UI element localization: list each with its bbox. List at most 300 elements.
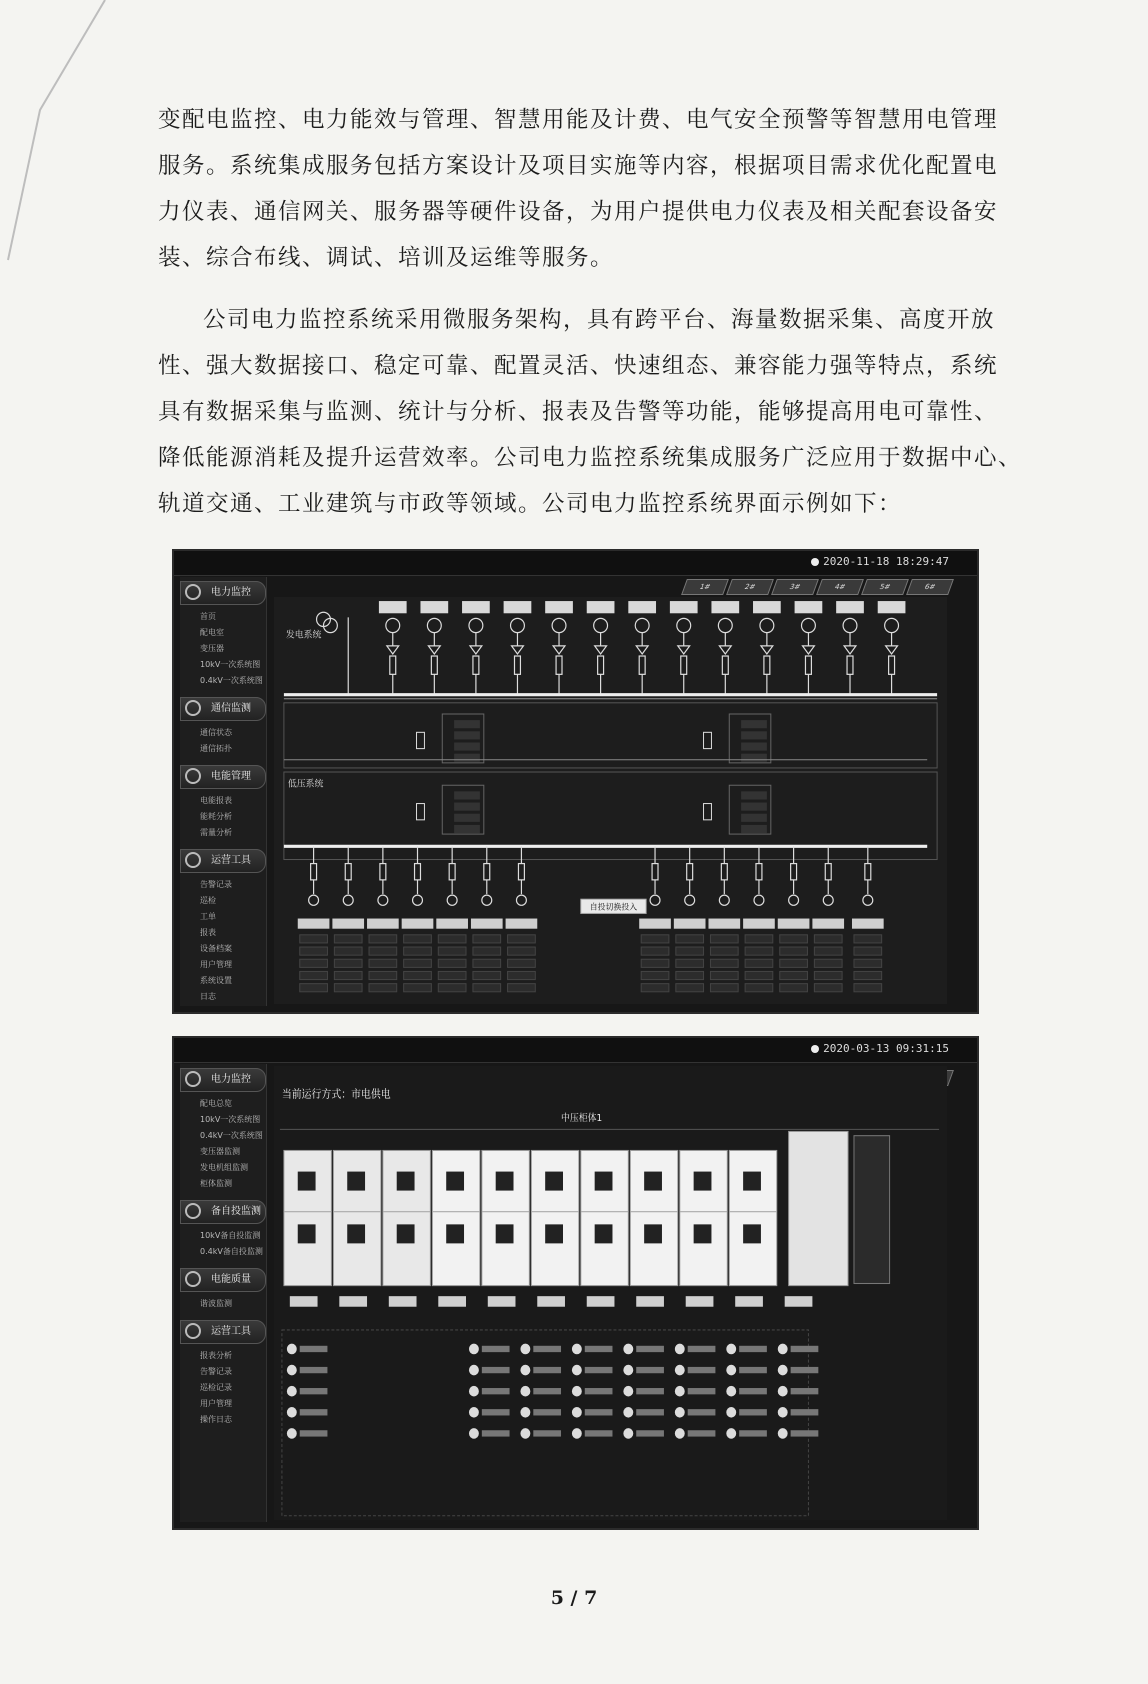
status-led-label (533, 1388, 561, 1394)
sidebar-item[interactable]: 系统设置 (200, 976, 232, 985)
status-led-label (482, 1367, 510, 1373)
sidebar-group-label: 电能管理 (211, 771, 251, 782)
status-led-icon (778, 1407, 788, 1418)
sidebar-item[interactable]: 设备档案 (200, 944, 232, 953)
readout-cell (508, 959, 536, 967)
status-led-label (585, 1388, 613, 1394)
readout-cell (780, 959, 808, 967)
auto-switch-label[interactable]: 自投切换投入 (589, 902, 638, 912)
readout-cell (641, 947, 669, 955)
status-label-box (735, 1296, 763, 1307)
generator-label-box (711, 601, 739, 613)
readout-cell (454, 731, 480, 739)
status-led-label (300, 1409, 328, 1415)
readout-cell (854, 984, 882, 992)
readout-cell (780, 935, 808, 943)
sidebar-group (180, 1268, 266, 1312)
status-led-label (688, 1388, 716, 1394)
readout-cell (473, 935, 501, 943)
status-led-icon (726, 1407, 736, 1418)
sidebar-group (180, 697, 266, 757)
status-led-icon (675, 1407, 685, 1418)
sidebar-item[interactable]: 谐波监测 (200, 1299, 232, 1308)
sidebar-group (180, 1320, 266, 1428)
readout-cell (369, 971, 397, 979)
generator-label-box (587, 601, 615, 613)
clock (811, 1042, 949, 1055)
status-led-label (636, 1430, 664, 1436)
readout-cell (334, 984, 362, 992)
feeder-label-box (298, 919, 330, 929)
status-led-icon (778, 1365, 788, 1376)
readout-cell (454, 825, 480, 833)
sidebar-item[interactable]: 报表 (200, 928, 216, 937)
control-cabinet (789, 1131, 848, 1285)
feeder-label-box (471, 919, 503, 929)
status-led-label (636, 1346, 664, 1352)
readout-cell (438, 935, 466, 943)
cabinet (630, 1150, 678, 1285)
cabinet-display (694, 1172, 712, 1191)
clock-text: 2020-03-13 09:31:15 (823, 1042, 949, 1055)
gear-icon (185, 1203, 201, 1219)
gear-icon (185, 852, 201, 868)
status-label-box (389, 1296, 417, 1307)
feeder-label-box (436, 919, 468, 929)
sidebar-group-label: 运营工具 (211, 855, 251, 866)
status-led-icon (287, 1407, 297, 1418)
cabinet-display (644, 1172, 662, 1191)
readout-cell (438, 959, 466, 967)
sidebar (180, 577, 267, 1006)
readout-cell (745, 947, 773, 955)
gear-icon (185, 768, 201, 784)
sidebar-group-label: 通信监测 (211, 703, 251, 714)
cabinet-display (397, 1172, 415, 1191)
sidebar-item[interactable]: 用户管理 (200, 960, 232, 969)
sidebar-item[interactable]: 通信状态 (200, 728, 232, 737)
readout-cell (300, 984, 328, 992)
gear-icon (185, 700, 201, 716)
cabinet-display (298, 1224, 316, 1243)
cabinet (432, 1150, 480, 1285)
readout-cell (641, 984, 669, 992)
screenshot-single-line-diagram (172, 549, 979, 1014)
gear-icon (185, 1271, 201, 1287)
sidebar-item[interactable]: 日志 (200, 992, 216, 1001)
sidebar-item[interactable]: 0.4kV备自投监测 (200, 1247, 263, 1256)
operation-mode-title: 当前运行方式：市电供电 (281, 1089, 391, 1101)
status-led-label (585, 1367, 613, 1373)
sidebar-group (180, 1068, 266, 1192)
top-bar (174, 1038, 977, 1063)
status-led-icon (675, 1344, 685, 1355)
status-led-label (533, 1430, 561, 1436)
readout-cell (710, 959, 738, 967)
status-label-box (537, 1296, 565, 1307)
readout-cell (741, 754, 767, 762)
cabinet-display (595, 1172, 613, 1191)
status-label-box (339, 1296, 367, 1307)
tab[interactable]: 4# (816, 579, 864, 595)
readout-cell (854, 959, 882, 967)
readout-cell (300, 959, 328, 967)
feeder-label-box (778, 919, 810, 929)
sidebar-group-header[interactable] (180, 1268, 266, 1292)
generator-label-box (878, 601, 906, 613)
single-line-diagram (274, 597, 947, 1004)
readout-cell (369, 947, 397, 955)
feeder-label-box (743, 919, 775, 929)
status-led-icon (572, 1428, 582, 1439)
readout-cell (508, 984, 536, 992)
readout-cell (404, 959, 432, 967)
status-led-label (688, 1367, 716, 1373)
sidebar-item[interactable]: 10kV一次系统图 (200, 660, 261, 669)
sidebar-item[interactable]: 10kV一次系统图 (200, 1115, 261, 1124)
feeder-label-box (852, 919, 884, 929)
cabinet-display (545, 1224, 563, 1243)
status-led-icon (623, 1407, 633, 1418)
sidebar-item[interactable]: 通信拓扑 (200, 744, 232, 753)
cabinet (729, 1150, 777, 1285)
status-led-icon (572, 1386, 582, 1397)
readout-cell (676, 984, 704, 992)
readout-cell (741, 731, 767, 739)
text-line: 性、强大数据接口、稳定可靠、配置灵活、快速组态、兼容能力强等特点，系统 (158, 353, 999, 379)
cabinet-display (446, 1172, 464, 1191)
status-led-label (533, 1346, 561, 1352)
gear-icon (185, 584, 201, 600)
status-led-label (533, 1409, 561, 1415)
readout-cell (741, 743, 767, 751)
readout-cell (854, 947, 882, 955)
screenshot-switchgear (172, 1036, 979, 1530)
tab[interactable]: 2# (726, 579, 774, 595)
readout-cell (334, 959, 362, 967)
status-led-label (482, 1346, 510, 1352)
sidebar-item[interactable]: 10kV备自投监测 (200, 1231, 261, 1240)
readout-cell (745, 935, 773, 943)
clock (811, 555, 949, 568)
readout-cell (334, 947, 362, 955)
readout-cell (741, 814, 767, 822)
readout-cell (473, 947, 501, 955)
readout-cell (676, 935, 704, 943)
status-led-label (636, 1367, 664, 1373)
feeder-label-box (639, 919, 671, 929)
status-led-label (482, 1430, 510, 1436)
top-bar (174, 551, 977, 576)
readout-cell (454, 814, 480, 822)
readout-cell (438, 971, 466, 979)
readout-cell (780, 984, 808, 992)
readout-cell (854, 935, 882, 943)
sidebar-item[interactable]: 发电机组监测 (200, 1163, 248, 1172)
sidebar (180, 1064, 267, 1522)
sidebar-group (180, 765, 266, 841)
generator-label-box (670, 601, 698, 613)
status-led-icon (675, 1428, 685, 1439)
status-label-box (785, 1296, 813, 1307)
readout-cell (741, 825, 767, 833)
sidebar-item[interactable]: 用户管理 (200, 1399, 232, 1408)
feeder-label-box (367, 919, 399, 929)
sidebar-item[interactable]: 告警记录 (200, 880, 232, 889)
status-label-box (686, 1296, 714, 1307)
text-line: 降低能源消耗及提升运营效率。公司电力监控系统集成服务广泛应用于数据中心、 (158, 445, 1023, 471)
status-led-icon (520, 1365, 530, 1376)
readout-cell (369, 935, 397, 943)
tab-bar (684, 579, 951, 595)
status-led-icon (675, 1386, 685, 1397)
readout-cell (454, 720, 480, 728)
status-led-icon (675, 1365, 685, 1376)
sidebar-group-header[interactable] (180, 1320, 266, 1344)
paragraph-monitoring-system (158, 297, 1023, 527)
cabinet-display (347, 1224, 365, 1243)
readout-cell (710, 971, 738, 979)
clock-icon (811, 558, 819, 566)
readout-cell (438, 947, 466, 955)
readout-cell (369, 959, 397, 967)
readout-cell (454, 791, 480, 799)
switchgear-panel (274, 1066, 947, 1520)
status-led-label (739, 1409, 767, 1415)
cabinet-display (496, 1224, 514, 1243)
readout-cell (404, 935, 432, 943)
tab[interactable]: 6# (906, 579, 954, 595)
readout-cell (676, 971, 704, 979)
readout-cell (641, 959, 669, 967)
cabinet-display (446, 1224, 464, 1243)
readout-cell (300, 971, 328, 979)
status-led-label (791, 1388, 819, 1394)
text-line: 变配电监控、电力能效与管理、智慧用能及计费、电气安全预警等智慧用电管理 (158, 107, 999, 133)
cabinet (383, 1150, 431, 1285)
readout-cell (454, 743, 480, 751)
sidebar-item[interactable]: 配电室 (200, 628, 224, 637)
readout-cell (300, 947, 328, 955)
clock-text: 2020-11-18 18:29:47 (823, 555, 949, 568)
readout-cell (473, 971, 501, 979)
readout-cell (710, 947, 738, 955)
status-led-icon (520, 1386, 530, 1397)
cabinet-display (347, 1172, 365, 1191)
status-led-label (739, 1346, 767, 1352)
readout-cell (780, 947, 808, 955)
status-label-box (587, 1296, 615, 1307)
sidebar-group-header[interactable] (180, 581, 266, 605)
readout-cell (438, 984, 466, 992)
status-led-icon (726, 1344, 736, 1355)
cabinet-display (595, 1224, 613, 1243)
sidebar-group (180, 849, 266, 1005)
cabinet-door (854, 1136, 890, 1284)
cabinet-display (644, 1224, 662, 1243)
readout-cell (404, 947, 432, 955)
sidebar-item[interactable]: 变压器监测 (200, 1147, 240, 1156)
tab[interactable]: 1# (681, 579, 729, 595)
sidebar-item[interactable]: 告警记录 (200, 1367, 232, 1376)
readout-cell (814, 984, 842, 992)
paragraph-services (158, 97, 999, 281)
status-led-label (300, 1346, 328, 1352)
status-led-icon (572, 1407, 582, 1418)
readout-cell (641, 971, 669, 979)
status-led-label (482, 1388, 510, 1394)
readout-cell (814, 935, 842, 943)
readout-cell (745, 984, 773, 992)
cabinet (581, 1150, 629, 1285)
status-led-icon (726, 1386, 736, 1397)
readout-cell (745, 959, 773, 967)
status-led-label (791, 1430, 819, 1436)
cabinet-display (545, 1172, 563, 1191)
feeder-label-box (506, 919, 538, 929)
status-led-icon (469, 1428, 479, 1439)
sidebar-group-label: 电能质量 (211, 1274, 251, 1285)
generator-label-box (420, 601, 448, 613)
sidebar-item[interactable]: 0.4kV一次系统图 (200, 1131, 263, 1140)
text-line: 轨道交通、工业建筑与市政等领域。公司电力监控系统界面示例如下： (158, 491, 903, 517)
text-line: 力仪表、通信网关、服务器等硬件设备，为用户提供电力仪表及相关配套设备安 (158, 199, 999, 225)
status-led-icon (469, 1407, 479, 1418)
sidebar-item[interactable]: 工单 (200, 912, 216, 921)
readout-cell (473, 984, 501, 992)
cabinet (333, 1150, 381, 1285)
feeder-label-box (332, 919, 364, 929)
cabinet-display (694, 1224, 712, 1243)
sidebar-group (180, 1200, 266, 1260)
sidebar-group-header[interactable] (180, 1068, 266, 1092)
status-led-icon (520, 1344, 530, 1355)
status-led-icon (726, 1365, 736, 1376)
cabinet (680, 1150, 728, 1285)
generator-label-box (379, 601, 407, 613)
feeder-label-box (708, 919, 740, 929)
sidebar-item[interactable]: 首页 (200, 612, 216, 621)
status-label-box (290, 1296, 318, 1307)
sidebar-item[interactable]: 柜体监测 (200, 1179, 232, 1188)
status-led-label (791, 1409, 819, 1415)
status-led-icon (623, 1365, 633, 1376)
sidebar-item[interactable]: 操作日志 (200, 1415, 232, 1424)
readout-cell (454, 754, 480, 762)
readout-cell (676, 947, 704, 955)
readout-cell (369, 984, 397, 992)
status-led-icon (778, 1386, 788, 1397)
status-led-icon (287, 1428, 297, 1439)
status-led-icon (287, 1365, 297, 1376)
cabinet-display (496, 1172, 514, 1191)
readout-cell (334, 935, 362, 943)
sidebar-item[interactable]: 配电总览 (200, 1099, 232, 1108)
feeder-label-box (402, 919, 434, 929)
sidebar-group-header[interactable] (180, 849, 266, 873)
status-led-label (791, 1367, 819, 1373)
feeder-label-box (812, 919, 844, 929)
readout-cell (508, 947, 536, 955)
sidebar-group-label: 电力监控 (211, 1074, 251, 1085)
status-led-label (300, 1430, 328, 1436)
sidebar-group-label: 备自投监测 (211, 1206, 261, 1217)
readout-cell (404, 971, 432, 979)
sidebar-item[interactable]: 电能报表 (200, 796, 232, 805)
status-led-icon (287, 1386, 297, 1397)
status-led-icon (778, 1344, 788, 1355)
cabinet (531, 1150, 579, 1285)
status-led-label (739, 1367, 767, 1373)
status-led-label (688, 1430, 716, 1436)
sidebar-group-header[interactable] (180, 765, 266, 789)
status-led-label (533, 1367, 561, 1373)
sidebar-item[interactable]: 巡检记录 (200, 1383, 232, 1392)
status-led-icon (572, 1344, 582, 1355)
status-led-label (791, 1346, 819, 1352)
readout-cell (741, 803, 767, 811)
text-line: 服务。系统集成服务包括方案设计及项目实施等内容，根据项目需求优化配置电 (158, 153, 999, 179)
generator-label-box (836, 601, 864, 613)
gear-icon (185, 1323, 201, 1339)
status-led-label (636, 1388, 664, 1394)
status-led-icon (520, 1407, 530, 1418)
readout-cell (741, 791, 767, 799)
cabinet-display (298, 1172, 316, 1191)
sidebar-group-header[interactable] (180, 1200, 266, 1224)
page-number: 5 / 7 (550, 1587, 598, 1609)
status-label-box (438, 1296, 466, 1307)
panel-title: 中压柜体1 (561, 1112, 603, 1124)
tab[interactable]: 3# (771, 579, 819, 595)
status-led-icon (469, 1365, 479, 1376)
generator-label-box (795, 601, 823, 613)
readout-cell (473, 959, 501, 967)
sidebar-item[interactable]: 需量分析 (200, 828, 232, 837)
status-led-icon (623, 1386, 633, 1397)
status-led-label (688, 1346, 716, 1352)
generator-label-box (545, 601, 573, 613)
status-led-icon (469, 1344, 479, 1355)
status-led-label (585, 1430, 613, 1436)
feeder-label-box (674, 919, 706, 929)
readout-cell (854, 971, 882, 979)
sidebar-group-header[interactable] (180, 697, 266, 721)
status-led-label (739, 1430, 767, 1436)
status-led-icon (726, 1428, 736, 1439)
status-led-icon (623, 1428, 633, 1439)
sidebar-item[interactable]: 变压器 (200, 644, 224, 653)
readout-cell (741, 720, 767, 728)
readout-cell (641, 935, 669, 943)
readout-cell (710, 935, 738, 943)
readout-cell (508, 971, 536, 979)
tab[interactable]: 5# (861, 579, 909, 595)
sidebar-item[interactable]: 巡检 (200, 896, 216, 905)
clock-icon (811, 1045, 819, 1053)
sidebar-item[interactable]: 0.4kV一次系统图 (200, 676, 263, 685)
sidebar-group-label: 运营工具 (211, 1326, 251, 1337)
sidebar-item[interactable]: 能耗分析 (200, 812, 232, 821)
generator-label-box (628, 601, 656, 613)
cabinet-display (743, 1172, 761, 1191)
status-led-icon (520, 1428, 530, 1439)
readout-cell (814, 947, 842, 955)
sidebar-item[interactable]: 报表分析 (200, 1351, 232, 1360)
readout-cell (404, 984, 432, 992)
sidebar-group-label: 电力监控 (211, 587, 251, 598)
status-led-icon (469, 1386, 479, 1397)
